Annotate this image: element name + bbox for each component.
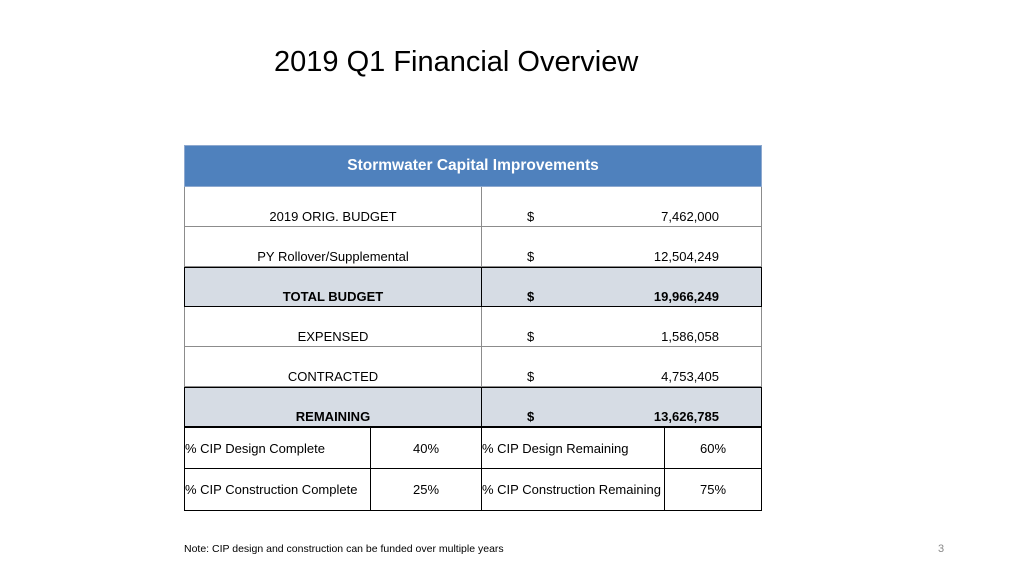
progress-row-design	[184, 427, 762, 469]
row-amount-cell	[482, 388, 761, 426]
row-label: REMAINING	[185, 388, 482, 426]
progress-value: 25%	[371, 469, 482, 510]
row-amount-cell	[482, 187, 761, 226]
remaining-value: 75%	[699, 482, 727, 497]
budget-table	[184, 145, 762, 511]
currency-symbol: $	[527, 329, 535, 344]
row-amount-cell	[482, 227, 761, 266]
page-title: 2019 Q1 Financial Overview	[274, 46, 639, 78]
row-label: 2019 ORIG. BUDGET	[185, 187, 482, 226]
page-number: 3	[938, 543, 945, 555]
table-row-expensed	[184, 307, 762, 347]
currency-symbol: $	[527, 209, 535, 224]
remaining-label: % CIP Construction Remaining	[482, 469, 665, 510]
row-amount: 13,626,785	[653, 409, 719, 424]
table-row-contracted	[184, 347, 762, 387]
row-amount-cell	[482, 268, 761, 306]
progress-value: 40%	[371, 428, 482, 468]
row-label: TOTAL BUDGET	[185, 268, 482, 306]
row-label: EXPENSED	[185, 307, 482, 346]
currency-symbol: $	[527, 289, 535, 304]
remaining-label: % CIP Design Remaining	[482, 428, 665, 468]
row-amount: 1,586,058	[661, 329, 719, 344]
table-row-orig-budget	[184, 187, 762, 227]
row-amount-cell	[482, 307, 761, 346]
row-amount: 4,753,405	[661, 369, 719, 384]
table-header: Stormwater Capital Improvements	[184, 145, 762, 187]
row-amount: 7,462,000	[661, 209, 719, 224]
table-row-remaining	[184, 387, 762, 427]
row-label: CONTRACTED	[185, 347, 482, 386]
table-row-total-budget	[184, 267, 762, 307]
remaining-value: 60%	[699, 440, 727, 456]
row-amount-cell	[482, 347, 761, 386]
progress-label: % CIP Construction Complete	[185, 469, 371, 510]
row-label: PY Rollover/Supplemental	[185, 227, 482, 266]
table-row-py-rollover	[184, 227, 762, 267]
currency-symbol: $	[527, 369, 535, 384]
currency-symbol: $	[527, 249, 535, 264]
progress-label: % CIP Design Complete	[185, 428, 371, 468]
currency-symbol: $	[527, 409, 535, 424]
row-amount: 19,966,249	[653, 289, 719, 304]
row-amount: 12,504,249	[653, 249, 719, 264]
footnote: Note: CIP design and construction can be funded over multiple years	[184, 543, 504, 555]
progress-row-construction	[184, 469, 762, 511]
